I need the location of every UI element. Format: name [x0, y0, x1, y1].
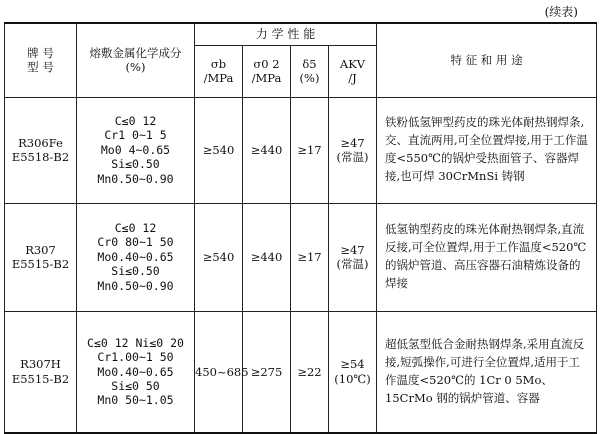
- grade-model-cell: R307 E5515-B2: [5, 203, 77, 311]
- sigma-02-cell: ≥275: [243, 311, 291, 433]
- sigma-02-cell: ≥440: [243, 97, 291, 203]
- composition-cell: C≤0 12 Ni≤0 20 Cr1.00~1 50 Mo0.40~0.65 Si≤0 50 Mn0 50~1.05: [77, 311, 195, 433]
- delta5-cell: ≥22: [291, 311, 329, 433]
- composition-cell: C≤0 12 Cr0 80~1 50 Mo0.40~0.65 Si≤0.50 Mn0.50~0.90: [77, 203, 195, 311]
- sigma-02-cell: ≥440: [243, 203, 291, 311]
- usage-cell: 铁粉低氢钾型药皮的珠光体耐热钢焊条,交、直流两用,可全位置焊接,用于工作温度<550℃的锅炉受热面管子、容器焊接,也可焊 30CrMnSi 铸钢: [377, 97, 597, 203]
- header-akv: AKV /J: [329, 45, 377, 97]
- akv-cell: ≥47 (常温): [329, 97, 377, 203]
- usage-cell: 低氢钠型药皮的珠光体耐热钢焊条,直流反接,可全位置焊,用于工作温度<520℃的锅炉管道、高压容器石油精炼设备的焊接: [377, 203, 597, 311]
- header-sigma-b: σb /MPa: [195, 45, 243, 97]
- grade-model-cell: R306Fe E5518-B2: [5, 97, 77, 203]
- header-grade-model: 牌 号 型 号: [5, 23, 77, 97]
- sigma-b-cell: ≥540: [195, 203, 243, 311]
- table-row: [5, 203, 597, 311]
- continued-label: (续表): [544, 5, 578, 19]
- table-row: [5, 97, 597, 203]
- header-sigma-02: σ0 2 /MPa: [243, 45, 291, 97]
- sigma-b-cell: 450~685: [195, 311, 243, 433]
- grade-model-cell: R307H E5515-B2: [5, 311, 77, 433]
- composition-cell: C≤0 12 Cr1 0~1 5 Mo0 4~0.65 Si≤0.50 Mn0.50~0.90: [77, 97, 195, 203]
- delta5-cell: ≥17: [291, 203, 329, 311]
- header-delta5: δ5 (%): [291, 45, 329, 97]
- welding-rod-table: [4, 22, 597, 434]
- delta5-cell: ≥17: [291, 97, 329, 203]
- akv-cell: ≥47 (常温): [329, 203, 377, 311]
- akv-cell: ≥54 (10℃): [329, 311, 377, 433]
- header-mechanical: 力 学 性 能: [195, 23, 377, 45]
- table-row: [5, 311, 597, 433]
- sigma-b-cell: ≥540: [195, 97, 243, 203]
- header-usage: 特 征 和 用 途: [377, 23, 597, 97]
- usage-cell: 超低氢型低合金耐热钢焊条,采用直流反接,短弧操作,可进行全位置焊,适用于工作温度<520℃的 1Cr 0 5Mo、15CrMo 钢的锅炉管道、容器: [377, 311, 597, 433]
- header-composition: 熔敷金属化学成分 (%): [77, 23, 195, 97]
